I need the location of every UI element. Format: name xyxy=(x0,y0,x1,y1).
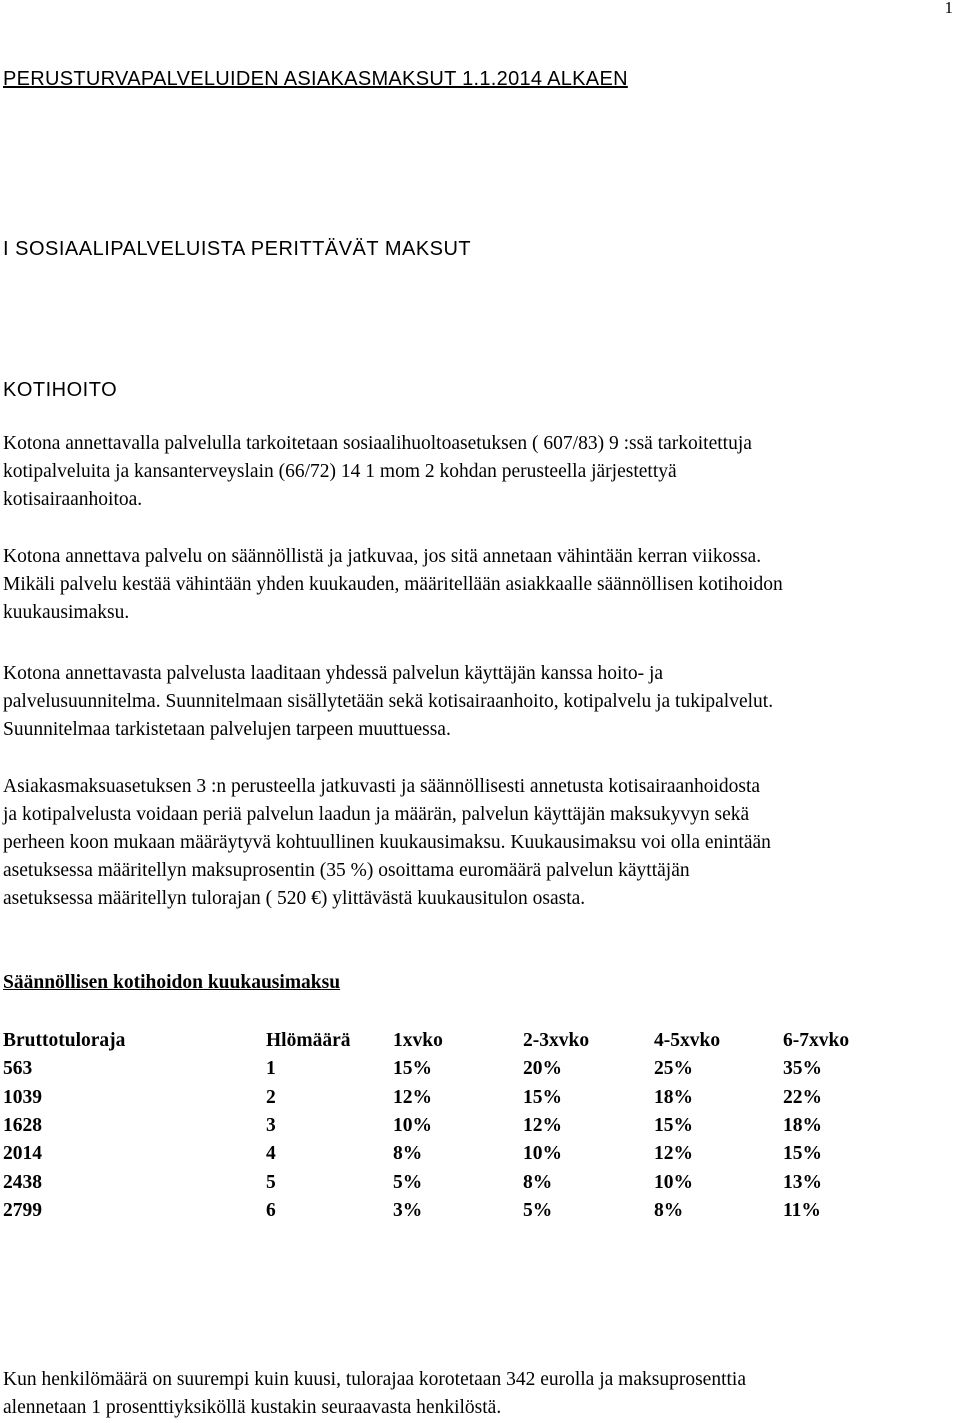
table-cell: 12% xyxy=(523,1115,562,1137)
column-header: 1xvko xyxy=(393,1030,443,1052)
subsection-title-kotihoito: KOTIHOITO xyxy=(3,379,118,401)
paragraph-definition xyxy=(3,430,958,514)
paragraph-line: asetuksessa määritellyn tulorajan ( 520 €) ylittävästä kuukausitulon osasta. xyxy=(3,888,586,909)
table-row xyxy=(0,1055,883,1083)
table-cell: 3 xyxy=(266,1115,276,1137)
table-cell: 1039 xyxy=(3,1086,42,1108)
table-cell: 10% xyxy=(654,1171,693,1193)
table-cell: 5% xyxy=(393,1171,423,1193)
paragraph-fee-basis xyxy=(3,773,958,913)
table-row xyxy=(0,1112,883,1140)
table-cell: 4 xyxy=(266,1143,276,1165)
table-cell: 15% xyxy=(783,1143,822,1165)
table-cell: 15% xyxy=(654,1115,693,1137)
paragraph-line: Kotona annettavasta palvelusta laaditaan yhdessä palvelun käyttäjän kanssa hoito- ja xyxy=(3,663,664,684)
table-cell: 25% xyxy=(654,1058,693,1080)
table-row xyxy=(0,1084,883,1112)
table-cell: 5% xyxy=(523,1199,553,1221)
table-cell: 15% xyxy=(393,1058,432,1080)
table-cell: 3% xyxy=(393,1199,423,1221)
table-header-row xyxy=(0,1027,883,1055)
fee-table xyxy=(0,1027,883,1225)
paragraph-line: Mikäli palvelu kestää vähintään yhden kuukauden, määritellään asiakkaalle säännöllisen kotihoidon xyxy=(3,574,783,595)
table-cell: 1628 xyxy=(3,1115,42,1137)
table-cell: 2799 xyxy=(3,1199,42,1221)
table-row xyxy=(0,1168,883,1196)
table-cell: 22% xyxy=(783,1086,822,1108)
table-row xyxy=(0,1197,883,1225)
table-cell: 2014 xyxy=(3,1143,42,1165)
table-cell: 20% xyxy=(523,1058,562,1080)
table-cell: 12% xyxy=(393,1086,432,1108)
paragraph-line: kotisairaanhoitoa. xyxy=(3,489,143,510)
table-cell: 11% xyxy=(783,1199,821,1221)
column-header: Bruttotuloraja xyxy=(3,1030,126,1052)
table-cell: 5 xyxy=(266,1171,276,1193)
table-cell: 18% xyxy=(783,1115,822,1137)
footnote xyxy=(3,1366,958,1422)
table-cell: 563 xyxy=(3,1058,33,1080)
column-header: 6-7xvko xyxy=(783,1030,850,1052)
paragraph-line: perheen koon mukaan määräytyvä kohtuullinen kuukausimaksu. Kuukausimaksu voi olla enintään xyxy=(3,832,771,853)
table-cell: 10% xyxy=(393,1115,432,1137)
table-cell: 35% xyxy=(783,1058,822,1080)
section-title: I SOSIAALIPALVELUISTA PERITTÄVÄT MAKSUT xyxy=(3,238,472,260)
column-header: Hlömäärä xyxy=(266,1030,351,1052)
table-cell: 8% xyxy=(523,1171,553,1193)
table-cell: 6 xyxy=(266,1199,276,1221)
paragraph-line: Kotona annettava palvelu on säännöllistä ja jatkuvaa, jos sitä annetaan vähintään kerran viikossa. xyxy=(3,546,762,567)
paragraph-line: asetuksessa määritellyn maksuprosentin (35 %) osoittama euromäärä palvelun käyttäjän xyxy=(3,860,690,881)
paragraph-line: kuukausimaksu. xyxy=(3,602,130,623)
paragraph-line: kotipalveluita ja kansanterveyslain (66/72) 14 1 mom 2 kohdan perusteella järjestettyä xyxy=(3,461,677,482)
table-row xyxy=(0,1140,883,1168)
document-title: PERUSTURVAPALVELUIDEN ASIAKASMAKSUT 1.1.2014 ALKAEN xyxy=(3,68,628,90)
table-cell: 12% xyxy=(654,1143,693,1165)
table-cell: 2438 xyxy=(3,1171,42,1193)
paragraph-line: Kotona annettavalla palvelulla tarkoitetaan sosiaalihuoltoasetuksen ( 607/83) 9 :ssä tarkoitettuja xyxy=(3,433,752,454)
page-number: 1 xyxy=(944,0,953,17)
footnote-line: alennetaan 1 prosenttiyksiköllä kustakin seuraavasta henkilöstä. xyxy=(3,1397,502,1418)
table-cell: 8% xyxy=(654,1199,684,1221)
paragraph-line: palvelusuunnitelma. Suunnitelmaan sisällytetään sekä kotisairaanhoito, kotipalvelu ja tukipalvelut. xyxy=(3,691,774,712)
paragraph-line: ja kotipalvelusta voidaan periä palvelun laadun ja määrän, palvelun käyttäjän maksukyvyn sekä xyxy=(3,804,750,825)
paragraph-regularity xyxy=(3,543,958,627)
column-header: 2-3xvko xyxy=(523,1030,590,1052)
table-cell: 15% xyxy=(523,1086,562,1108)
table-cell: 2 xyxy=(266,1086,276,1108)
table-cell: 10% xyxy=(523,1143,562,1165)
paragraph-care-plan xyxy=(3,660,958,744)
paragraph-line: Asiakasmaksuasetuksen 3 :n perusteella jatkuvasti ja säännöllisesti annetusta kotisairaanhoidosta xyxy=(3,776,761,797)
table-cell: 13% xyxy=(783,1171,822,1193)
table-cell: 18% xyxy=(654,1086,693,1108)
table-cell: 8% xyxy=(393,1143,423,1165)
column-header: 4-5xvko xyxy=(654,1030,721,1052)
table-cell: 1 xyxy=(266,1058,276,1080)
footnote-line: Kun henkilömäärä on suurempi kuin kuusi, tulorajaa korotetaan 342 eurolla ja maksuprosenttia xyxy=(3,1369,746,1390)
table-heading: Säännöllisen kotihoidon kuukausimaksu xyxy=(3,972,341,993)
paragraph-line: Suunnitelmaa tarkistetaan palvelujen tarpeen muuttuessa. xyxy=(3,719,451,740)
